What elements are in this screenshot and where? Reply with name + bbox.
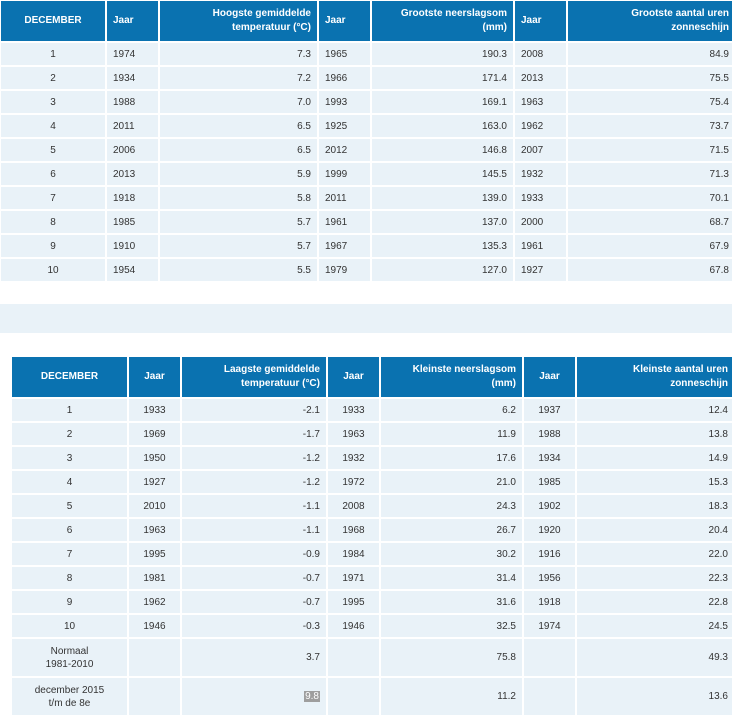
year-cell: 1974 (107, 43, 158, 65)
sunshine-cell: 22.3 (577, 567, 732, 589)
precipitation-cell: 146.8 (372, 139, 513, 161)
year-cell: 1916 (524, 543, 575, 565)
section-divider (0, 304, 732, 333)
temperature-cell: 7.3 (160, 43, 317, 65)
temperature-cell: 5.5 (160, 259, 317, 281)
empty-cell (524, 639, 575, 676)
year-cell: 1946 (328, 615, 379, 637)
year-cell: 1956 (524, 567, 575, 589)
year-cell: 2011 (319, 187, 370, 209)
sunshine-cell: 14.9 (577, 447, 732, 469)
rank-cell: 4 (12, 471, 127, 493)
temperature-cell: 5.7 (160, 211, 317, 233)
sunshine-cell: 68.7 (568, 211, 732, 233)
table-row (1, 67, 732, 89)
sunshine-cell: 71.3 (568, 163, 732, 185)
sunshine-cell: 71.5 (568, 139, 732, 161)
precipitation-cell: 21.0 (381, 471, 522, 493)
year-cell: 1927 (129, 471, 180, 493)
empty-cell (129, 639, 180, 676)
year-cell: 1950 (129, 447, 180, 469)
temperature-cell: -2.1 (182, 399, 326, 421)
table-row (12, 399, 732, 421)
header-highest-temperature: Hoogste gemiddelde temperatuur (°C) (160, 1, 317, 41)
year-cell: 1971 (328, 567, 379, 589)
current-label-line2: t/m de 8e (48, 697, 91, 709)
sunshine-cell: 12.4 (577, 399, 732, 421)
precipitation-cell: 163.0 (372, 115, 513, 137)
table-row (1, 163, 732, 185)
table-row (1, 211, 732, 233)
rank-cell: 8 (1, 211, 105, 233)
table-row (12, 591, 732, 613)
empty-cell (328, 678, 379, 715)
empty-cell (129, 678, 180, 715)
year-cell: 1933 (129, 399, 180, 421)
rank-cell: 10 (12, 615, 127, 637)
year-cell: 1918 (107, 187, 158, 209)
lowest-records-table (10, 355, 732, 717)
year-cell: 2007 (515, 139, 566, 161)
year-cell: 1979 (319, 259, 370, 281)
normal-label-line2: 1981-2010 (45, 658, 94, 670)
current-row (12, 678, 732, 715)
year-cell: 1962 (515, 115, 566, 137)
current-label-line1: december 2015 (34, 684, 105, 696)
year-cell: 1995 (129, 543, 180, 565)
temperature-cell: -0.9 (182, 543, 326, 565)
year-cell: 1967 (319, 235, 370, 257)
table-row (1, 235, 732, 257)
year-cell: 1932 (328, 447, 379, 469)
precipitation-cell: 24.3 (381, 495, 522, 517)
year-cell: 1934 (107, 67, 158, 89)
rank-cell: 8 (12, 567, 127, 589)
summary-rows (12, 639, 732, 715)
table-header-row (1, 1, 732, 41)
temperature-cell: -1.1 (182, 495, 326, 517)
header-least-sunshine: Kleinste aantal uren zonneschijn (577, 357, 732, 397)
header-year: Jaar (107, 1, 158, 41)
year-cell: 1920 (524, 519, 575, 541)
precipitation-cell: 31.4 (381, 567, 522, 589)
rank-cell: 7 (12, 543, 127, 565)
header-year: Jaar (129, 357, 180, 397)
year-cell: 1954 (107, 259, 158, 281)
precipitation-cell: 17.6 (381, 447, 522, 469)
year-cell: 2011 (107, 115, 158, 137)
table-row (12, 447, 732, 469)
empty-cell (524, 678, 575, 715)
sunshine-cell: 22.8 (577, 591, 732, 613)
precipitation-cell: 171.4 (372, 67, 513, 89)
temperature-cell: 7.2 (160, 67, 317, 89)
year-cell: 1925 (319, 115, 370, 137)
precipitation-cell: 6.2 (381, 399, 522, 421)
year-cell: 1981 (129, 567, 180, 589)
sunshine-cell: 13.8 (577, 423, 732, 445)
year-cell: 1962 (129, 591, 180, 613)
table-row (1, 259, 732, 281)
year-cell: 1910 (107, 235, 158, 257)
year-cell: 2008 (515, 43, 566, 65)
rank-cell: 1 (12, 399, 127, 421)
precipitation-cell: 32.5 (381, 615, 522, 637)
rank-cell: 7 (1, 187, 105, 209)
header-year: Jaar (328, 357, 379, 397)
rank-cell: 5 (12, 495, 127, 517)
rank-cell: 2 (12, 423, 127, 445)
rank-cell: 5 (1, 139, 105, 161)
header-year: Jaar (515, 1, 566, 41)
table-row (1, 187, 732, 209)
sunshine-cell: 22.0 (577, 543, 732, 565)
temperature-cell: 5.8 (160, 187, 317, 209)
year-cell: 1969 (129, 423, 180, 445)
precipitation-cell: 169.1 (372, 91, 513, 113)
year-cell: 1984 (328, 543, 379, 565)
year-cell: 1927 (515, 259, 566, 281)
header-year: Jaar (524, 357, 575, 397)
precipitation-cell: 30.2 (381, 543, 522, 565)
precipitation-cell: 31.6 (381, 591, 522, 613)
normal-label (12, 639, 127, 676)
temperature-cell: 6.5 (160, 115, 317, 137)
table-row (12, 495, 732, 517)
header-lowest-precipitation: Kleinste neerslagsom (mm) (381, 357, 522, 397)
header-year: Jaar (319, 1, 370, 41)
temperature-cell: -0.7 (182, 591, 326, 613)
year-cell: 1966 (319, 67, 370, 89)
year-cell: 1933 (515, 187, 566, 209)
normal-temperature: 3.7 (182, 639, 326, 676)
year-cell: 2013 (107, 163, 158, 185)
precipitation-cell: 145.5 (372, 163, 513, 185)
table-row (1, 91, 732, 113)
precipitation-cell: 11.9 (381, 423, 522, 445)
precipitation-cell: 190.3 (372, 43, 513, 65)
year-cell: 2013 (515, 67, 566, 89)
year-cell: 1933 (328, 399, 379, 421)
empty-cell (328, 639, 379, 676)
year-cell: 1961 (515, 235, 566, 257)
temperature-cell: 6.5 (160, 139, 317, 161)
rank-cell: 6 (1, 163, 105, 185)
highest-records-body (1, 43, 732, 281)
table-row (1, 115, 732, 137)
table-row (1, 43, 732, 65)
sunshine-cell: 70.1 (568, 187, 732, 209)
precipitation-cell: 139.0 (372, 187, 513, 209)
year-cell: 1999 (319, 163, 370, 185)
precipitation-cell: 137.0 (372, 211, 513, 233)
sunshine-cell: 67.8 (568, 259, 732, 281)
temperature-cell: 5.9 (160, 163, 317, 185)
current-precipitation: 11.2 (381, 678, 522, 715)
sunshine-cell: 20.4 (577, 519, 732, 541)
normal-row (12, 639, 732, 676)
precipitation-cell: 26.7 (381, 519, 522, 541)
normal-sunshine: 49.3 (577, 639, 732, 676)
year-cell: 1963 (129, 519, 180, 541)
header-lowest-temperature: Laagste gemiddelde temperatuur (°C) (182, 357, 326, 397)
year-cell: 1988 (107, 91, 158, 113)
year-cell: 1902 (524, 495, 575, 517)
highest-records-table (0, 0, 732, 283)
rank-cell: 6 (12, 519, 127, 541)
year-cell: 1993 (319, 91, 370, 113)
year-cell: 2006 (107, 139, 158, 161)
normal-label-line1: Normaal (50, 645, 89, 657)
year-cell: 1946 (129, 615, 180, 637)
year-cell: 2010 (129, 495, 180, 517)
current-temperature (182, 678, 326, 715)
sunshine-cell: 15.3 (577, 471, 732, 493)
table-row (12, 615, 732, 637)
rank-cell: 10 (1, 259, 105, 281)
rank-cell: 3 (1, 91, 105, 113)
year-cell: 1963 (328, 423, 379, 445)
table-row (12, 423, 732, 445)
highlighted-value: 9.8 (305, 691, 319, 702)
year-cell: 1934 (524, 447, 575, 469)
header-month: DECEMBER (12, 357, 127, 397)
temperature-cell: -1.7 (182, 423, 326, 445)
year-cell: 1961 (319, 211, 370, 233)
year-cell: 1972 (328, 471, 379, 493)
sunshine-cell: 18.3 (577, 495, 732, 517)
table-row (12, 471, 732, 493)
current-sunshine: 13.6 (577, 678, 732, 715)
precipitation-cell: 127.0 (372, 259, 513, 281)
table-row (1, 139, 732, 161)
year-cell: 1932 (515, 163, 566, 185)
header-most-sunshine: Grootste aantal uren zonneschijn (568, 1, 732, 41)
sunshine-cell: 67.9 (568, 235, 732, 257)
lowest-records-body (12, 399, 732, 637)
sunshine-cell: 24.5 (577, 615, 732, 637)
precipitation-cell: 135.3 (372, 235, 513, 257)
rank-cell: 3 (12, 447, 127, 469)
table-row (12, 567, 732, 589)
year-cell: 1985 (107, 211, 158, 233)
year-cell: 1995 (328, 591, 379, 613)
sunshine-cell: 75.5 (568, 67, 732, 89)
sunshine-cell: 73.7 (568, 115, 732, 137)
year-cell: 1968 (328, 519, 379, 541)
rank-cell: 1 (1, 43, 105, 65)
year-cell: 1918 (524, 591, 575, 613)
normal-precipitation: 75.8 (381, 639, 522, 676)
rank-cell: 9 (12, 591, 127, 613)
sunshine-cell: 75.4 (568, 91, 732, 113)
temperature-cell: -1.2 (182, 471, 326, 493)
rank-cell: 4 (1, 115, 105, 137)
year-cell: 2012 (319, 139, 370, 161)
year-cell: 1937 (524, 399, 575, 421)
year-cell: 2000 (515, 211, 566, 233)
rank-cell: 2 (1, 67, 105, 89)
temperature-cell: 7.0 (160, 91, 317, 113)
temperature-cell: -1.2 (182, 447, 326, 469)
table-header-row (12, 357, 732, 397)
table-row (12, 519, 732, 541)
year-cell: 1988 (524, 423, 575, 445)
year-cell: 1963 (515, 91, 566, 113)
rank-cell: 9 (1, 235, 105, 257)
table-row (12, 543, 732, 565)
header-month: DECEMBER (1, 1, 105, 41)
year-cell: 1985 (524, 471, 575, 493)
temperature-cell: -0.7 (182, 567, 326, 589)
year-cell: 1965 (319, 43, 370, 65)
temperature-cell: -1.1 (182, 519, 326, 541)
current-label (12, 678, 127, 715)
temperature-cell: 5.7 (160, 235, 317, 257)
year-cell: 1974 (524, 615, 575, 637)
temperature-cell: -0.3 (182, 615, 326, 637)
sunshine-cell: 84.9 (568, 43, 732, 65)
year-cell: 2008 (328, 495, 379, 517)
header-highest-precipitation: Grootste neerslagsom (mm) (372, 1, 513, 41)
